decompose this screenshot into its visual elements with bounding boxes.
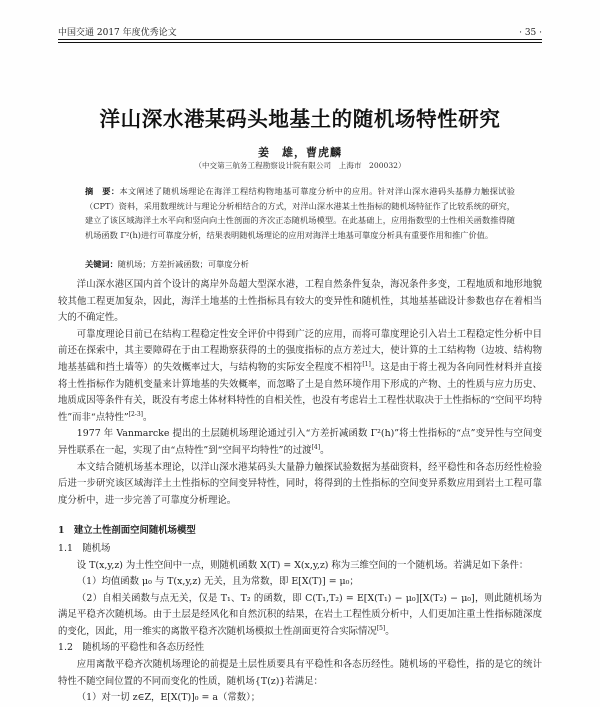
body-text-span: 。这是由于将土视为各向同性材料并直接将土性指标作为随机变量来计算地基的失效概率，而忽略了土是自然环境作用下形成的产物、土的性质与应力历史、地质成因等条件有关，既没有考虑土体材料特性的自相关性，也没有考虑岩土工程性状取决于土性指标的“空间平均特性”而非“点特性” (58, 361, 542, 423)
page-number: · 35 · (519, 28, 542, 38)
journal-name: 中国交通 2017 年度优秀论文 (58, 28, 177, 38)
body-paragraph: 应用离散平稳齐次随机场理论的前提是土层性质要具有平稳性和各态历经性。随机场的平稳性，指的是它的统计特性不随空间位置的不同而变化的性质，随机场{T(z)}若满足： (58, 659, 542, 687)
keywords-text: 随机场；方差折减函数；可靠度分析 (117, 259, 249, 269)
citation: [4] (311, 443, 321, 451)
body-text-span: 。 (142, 411, 153, 423)
body-text-span: 。 (385, 625, 395, 637)
paper-title: 洋山深水港某码头地基土的随机场特性研究 (99, 107, 501, 131)
body-paragraph (58, 591, 542, 641)
abstract (85, 184, 515, 242)
body-text-span: 1977 年 Vanmarcke 提出的土层随机场理论通过引入“方差折减函数 Γ²(h)”将土性指标的“点”变异性与空间变异性联系在一起，实现了由“点特性”到“空间平均特性”的过渡 (58, 428, 542, 456)
body-paragraph (58, 426, 542, 459)
body-text-span: 可靠度理论目前已在结构工程稳定性安全评价中得到广泛的应用，而将可靠度理论引入岩土工程稳定性分析中目前还在探索中，其主要障碍在于由工程勘察获得的土的强度指标的点方差过大，使计算的土工结构物（边坡、结构物地基基础和挡土墙等）的失效概率过大，与结构物的实际安全程度不相符 (58, 328, 542, 373)
body-paragraph: 洋山深水港区国内首个设计的离岸外岛超大型深水港，工程自然条件复杂，海况条件多变，工程地质和地形地貌较其他工程更加复杂，因此，海洋土地基的土性指标具有较大的变异性和随机性，其地基基础设计参数也存在着相当大的不确定性。 (58, 279, 542, 324)
citation: [2-3] (128, 410, 143, 418)
abstract-text: 本文阐述了随机场理论在海洋工程结构物地基可靠度分析中的应用。针对洋山深水港码头基静力触探试验（CPT）资料，采用数理统计与理论分析相结合的方式，对洋山深水港某土性指标的随机场特征作了比较系统的研究，建立了该区域海洋土水平向和竖向向土性剖面的齐次正态随机场模型。在此基础上，应用指数型的土性相关函数推得随机场函数 Γ²(h)进行可靠度分析，结果表明随机场理论的应用对海洋土地基可靠度分析具有重要作用和推广价值。 (85, 186, 515, 240)
author-affiliation: （中交第三航务工程勘察设计院有限公司 上海市 200032） (194, 161, 406, 170)
citation: [5] (376, 624, 386, 632)
body-paragraph: （1）对一切 z∈Z，E[X(T)]₀ = a（常数）； (76, 692, 261, 704)
subsection-heading: 1.1 随机场 (58, 542, 111, 554)
body-paragraph: 本文结合随机场基本理论，以洋山深水港某码头大量静力触探试验数据为基础资料，经平稳性和各态历经性检验后进一步研究该区域海洋土土性指标的空间变异特性，同时，将得到的土性指标的空间变异系数应用到岩土工程可靠度分析中，进一步完善了可靠度分析理论。 (58, 461, 542, 506)
subsection-heading: 1.2 随机场的平稳性和各态历经性 (58, 642, 205, 654)
body-paragraph: 设 T(x,y,z) 为土性空间中一点，则随机函数 X(T) = X(x,y,z) 称为三维空间的一个随机场。若满足如下条件： (76, 559, 529, 571)
running-header (58, 22, 542, 38)
keywords-label: 关键词： (85, 259, 118, 269)
body-text (58, 277, 542, 707)
body-text-span: （2）自相关函数与点无关，仅是 T₁、T₂ 的函数，即 C(T₁,T₂) = E[X(T₁) − μ₀][X(T₂) − μ₀]，则此随机场为满足平稳齐次随机场。由于土层是经风化和自然沉积的结果，在岩土工程性质分析中，人们更加注重土性指标随深度的变化，因此，用一维实的离散平稳齐次随机场模拟土性剖面更符合实际情况 (58, 592, 542, 637)
body-text-span: 。 (320, 444, 330, 456)
citation: [1] (362, 360, 371, 368)
keywords (85, 257, 515, 271)
abstract-label: 摘 要： (85, 186, 120, 196)
body-paragraph (58, 327, 542, 427)
paper-authors: 姜 雄，曹虎麟 (258, 146, 342, 159)
header-rule (58, 39, 542, 43)
body-paragraph: （1）均值函数 μ₀ 与 T(x,y,z) 无关，且为常数，即 E[X(T)] = μ₀； (76, 576, 359, 588)
section-heading: 1 建立土性剖面空间随机场模型 (58, 525, 196, 537)
